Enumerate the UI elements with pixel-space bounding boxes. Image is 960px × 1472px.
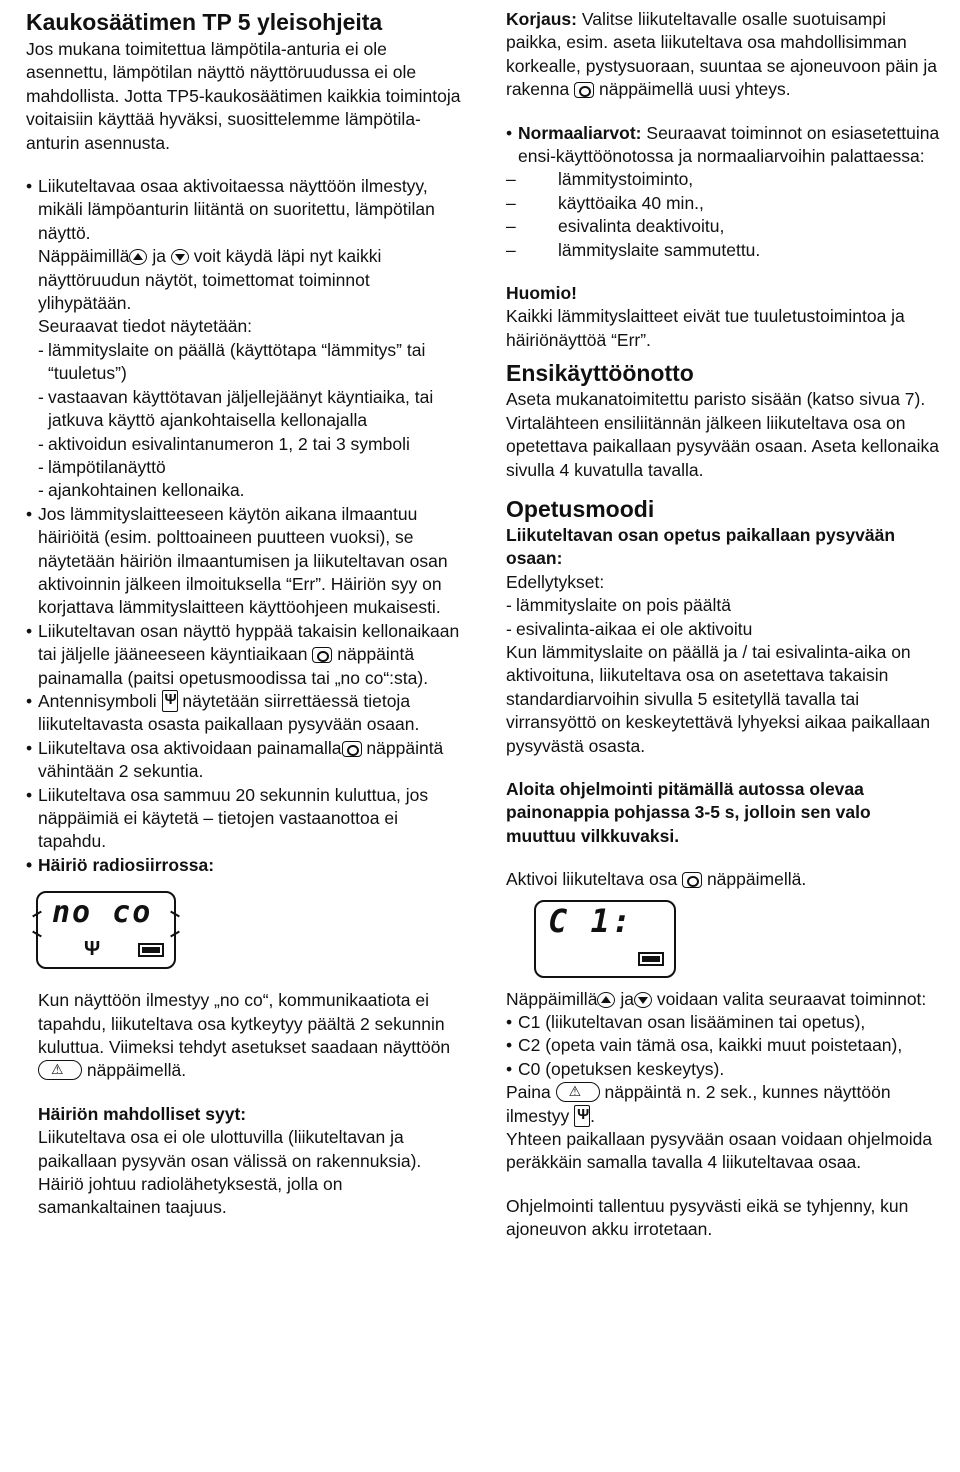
- teach-subheading: Liikuteltavan osan opetus paikallaan pysyvään osaan:: [506, 524, 896, 569]
- bullet-antenna-text: Antennisymboli: [38, 690, 157, 711]
- battery-icon: [138, 943, 164, 957]
- fix-paragraph: [506, 8, 940, 102]
- list-item: [38, 456, 466, 479]
- right-column: [506, 8, 940, 1242]
- list-item-text: käyttöaika 40 min.,: [558, 192, 704, 213]
- normal-text: Seuraavat toiminnot on esiasetettuina ensi-käyttöönotossa ja normaaliarvoihin palattaessa:: [518, 122, 940, 167]
- lcd-text: no co: [52, 895, 153, 931]
- bullet-activation: [26, 175, 466, 503]
- multi-text: Yhteen paikallaan pysyvään osaan voidaan ohjelmoida peräkkäin samalla tavalla 4 liikuteltavaa osaa.: [506, 1129, 933, 1173]
- lcd-display-c1: [534, 900, 676, 978]
- noco-text2: näppäimellä.: [86, 1060, 187, 1081]
- list-item-text: lämmityslaite on päällä (käyttötapa “lämmitys” tai “tuuletus”): [48, 339, 426, 384]
- bullet-activate: [26, 737, 466, 784]
- arrow-down-icon: [634, 992, 652, 1008]
- causes-text: Liikuteltava osa ei ole ulottuvilla (liikuteltavan ja paikallaan pysyvän osan välissä on rakennuksia). Häiriö johtuu radiolähetyksestä, jolla on samankaltainen taajuus.: [38, 1127, 422, 1218]
- blink-mark: [170, 931, 180, 938]
- bullet-error: • Jos lämmityslaitteeseen käytön aikana ilmaantuu häiriöitä (esim. polttoaineen puutteen vuoksi), se näytetään häiriön ilmaantumisen ja liikuteltavan osan aktivoinnin jälkeen ilmoituksella “Err”. Häiriön syy on korjattava lämmityslaitteen käyttöohjeen mukaisesti.: [26, 503, 466, 620]
- lcd-display-noco: [36, 891, 176, 969]
- keys-and: ja: [620, 988, 634, 1009]
- arrow-down-icon: [171, 249, 189, 265]
- press-text2: näppäintä n. 2 sek., kunnes näyttöön ilmestyy: [506, 1082, 891, 1126]
- ok-key-icon: [312, 647, 332, 663]
- bullet-display-return-text: Liikuteltavan osan näyttö hyppää takaisin kellonaikaan tai jäljelle jääneeseen käyntiaikaan: [38, 620, 460, 665]
- keys-label: Näppäimillä: [38, 246, 130, 267]
- normal-label: Normaaliarvot:: [518, 122, 642, 143]
- list-item-text: esivalinta-aikaa ei ole aktivoitu: [516, 618, 753, 639]
- list-item: • C2 (opeta vain tämä osa, kaikki muut poistetaan),: [506, 1034, 940, 1057]
- heading-teach-mode: Opetusmoodi: [506, 495, 655, 522]
- dash: –: [506, 192, 516, 213]
- press-text: Paina: [506, 1082, 551, 1103]
- list-item-text: vastaavan käyttötavan jäljellejäänyt käyntiaika, tai jatkuva käyttö ajankohtaisella kellonajalla: [48, 386, 434, 431]
- teach-text: Kun lämmityslaite on päällä ja / tai esivalinta-aika on aktivoituna, liikuteltava osa on asetettava takaisin standardiarvoihin sivulla 5 esitetyllä tavalla tai virransyöttö on keskeytettävä lyhyeksi aikaa paikallaan pysyvästä osasta.: [506, 641, 931, 756]
- bullet-antenna-text2: näytetään siirrettäessä tietoja liikuteltavasta osasta paikallaan pysyvään osaan.: [38, 690, 420, 735]
- antenna-icon: [574, 1105, 590, 1127]
- left-column: [26, 8, 466, 1220]
- prereq-label: Edellytykset:: [506, 571, 605, 592]
- list-item-text: esivalinta deaktivoitu,: [558, 216, 725, 237]
- list-item: [506, 215, 940, 238]
- noco-text: Kun näyttöön ilmestyy „no co“, kommunikaatiota ei tapahdu, liikuteltava osa kytkeytyy päältä 2 sekunnin kuluttua. Viimeksi tehdyt asetukset saadaan näyttöön: [38, 990, 451, 1058]
- list-item: [38, 479, 466, 502]
- normal-values: [506, 122, 940, 169]
- keys-text2: voidaan valita seuraavat toiminnot:: [656, 988, 927, 1009]
- list-item-text: lämmitystoiminto,: [558, 169, 694, 190]
- noco-paragraph: [26, 989, 466, 1083]
- bold-instruction: Aloita ohjelmointi pitämällä autossa olevaa painonappia pohjassa 3-5 s, jolloin sen valo muuttuu vilkkuvaksi.: [506, 778, 871, 846]
- antenna-icon: [162, 690, 178, 712]
- bullet-display-return: [26, 620, 466, 690]
- intro-paragraph: Jos mukana toimitettua lämpötila-anturia ei ole asennettu, lämpötilan näyttö näyttöruudussa ei ole mahdollista. Jotta TP5-kaukosäätimen kaikkia toimintoja voitaisiin käyttää hyväksi, suosittelemme lämpötila-anturin asennusta.: [26, 39, 461, 153]
- arrow-up-icon: [597, 992, 615, 1008]
- ok-key-icon: [682, 872, 702, 888]
- list-item: • C0 (opetuksen keskeytys).: [506, 1058, 940, 1081]
- press-text3: .: [590, 1105, 595, 1126]
- note-label: Huomio!: [506, 283, 577, 304]
- blink-mark: [32, 911, 42, 918]
- ok-key-icon: [574, 82, 594, 98]
- lcd-text: C 1:: [548, 901, 634, 940]
- list-item-text: ajankohtainen kellonaika.: [48, 480, 245, 501]
- list-item-text: lämmityslaite on pois päältä: [516, 595, 731, 616]
- activate-paragraph: [506, 868, 940, 891]
- dash: –: [506, 169, 516, 190]
- list-item: [506, 168, 940, 191]
- list-item-text: lämmityslaite sammutettu.: [558, 239, 761, 260]
- saved-text: Ohjelmointi tallentuu pysyvästi eikä se tyhjenny, kun ajoneuvon akku irrotetaan.: [506, 1195, 909, 1240]
- bullet-display-return-text2: näppäintä painamalla (paitsi opetusmoodissa tai „no co“:sta).: [38, 644, 429, 688]
- list-item: • C1 (liikuteltavan osan lisääminen tai opetus),: [506, 1011, 940, 1034]
- keys-text: voit käydä läpi nyt kaikki näyttöruudun näytöt, toimettomat toiminnot ylihypätään.: [38, 246, 382, 314]
- fix-label: Korjaus:: [506, 9, 577, 29]
- bullet-antenna: [26, 690, 466, 737]
- list-item: [506, 192, 940, 215]
- press-paragraph: [506, 1081, 940, 1128]
- fix-text2: näppäimellä uusi yhteys.: [599, 79, 791, 100]
- dash: –: [506, 239, 516, 260]
- list-item: [506, 594, 940, 617]
- heading-first-use: Ensikäyttöönotto: [506, 360, 694, 387]
- shown-info-label: Seuraavat tiedot näytetään:: [38, 316, 253, 337]
- ok-key-icon: [342, 741, 362, 757]
- causes-heading: Häiriön mahdolliset syyt:: [38, 1103, 247, 1124]
- battery-icon: [638, 952, 664, 966]
- dash: –: [506, 216, 516, 237]
- list-item: [506, 618, 940, 641]
- antenna-icon: Ψ: [84, 937, 101, 960]
- list-item-text: lämpötilanäyttö: [48, 456, 166, 477]
- arrow-up-icon: [129, 249, 147, 265]
- page-title: Kaukosäätimen TP 5 yleisohjeita: [26, 9, 383, 35]
- heating-key-icon: [38, 1060, 82, 1080]
- bullet-activate-text: Liikuteltava osa aktivoidaan painamalla: [38, 737, 342, 758]
- bullet-activation-text: • Liikuteltavaa osaa aktivoitaessa näyttöön ilmestyy, mikäli lämpöanturin liitäntä on suoritettu, lämpötilan näyttö.: [38, 176, 435, 243]
- bullet-activation-keys: [38, 245, 466, 315]
- keys-and: ja: [152, 246, 166, 267]
- bullet-timeout: • Liikuteltava osa sammuu 20 sekunnin kuluttua, jos näppäimiä ei käytetä – tietojen vastaanottoa ei tapahdu.: [26, 784, 466, 854]
- list-item: [38, 386, 466, 433]
- list-item: [506, 239, 940, 262]
- note-text: Kaikki lämmityslaitteet eivät tue tuuletustoimintoa ja häiriönäyttöä “Err”.: [506, 306, 905, 350]
- first-use-text: Aseta mukanatoimitettu paristo sisään (katso sivua 7). Virtalähteen ensiliitännän jälkeen liikuteltava osa on opetettava paikallaan pysyvään osaan. Aseta kellonaika sivulla 4 kuvatulla tavalla.: [506, 389, 939, 480]
- list-item-text: aktivoidun esivalintanumeron 1, 2 tai 3 symboli: [48, 433, 410, 454]
- activate-text: Aktivoi liikuteltava osa: [506, 869, 678, 890]
- blink-mark: [170, 911, 180, 918]
- bullet-activate-text2: näppäintä vähintään 2 sekuntia.: [38, 737, 444, 782]
- list-item: [38, 433, 466, 456]
- activate-text2: näppäimellä.: [706, 869, 807, 890]
- bullet-radio-error: • Häiriö radiosiirrossa:: [26, 854, 466, 877]
- heating-key-icon: [556, 1082, 600, 1102]
- fix-text: Valitse liikuteltavalle osalle suotuisampi paikka, esim. aseta liikuteltava osa mahdollisimman korkealle, pystysuoraan, suuntaa se ajoneuvoon päin ja rakenna: [506, 9, 937, 100]
- keys-paragraph: [506, 988, 940, 1011]
- keys-text: Näppäimillä: [506, 988, 598, 1009]
- list-item: [38, 339, 466, 386]
- blink-mark: [32, 931, 42, 938]
